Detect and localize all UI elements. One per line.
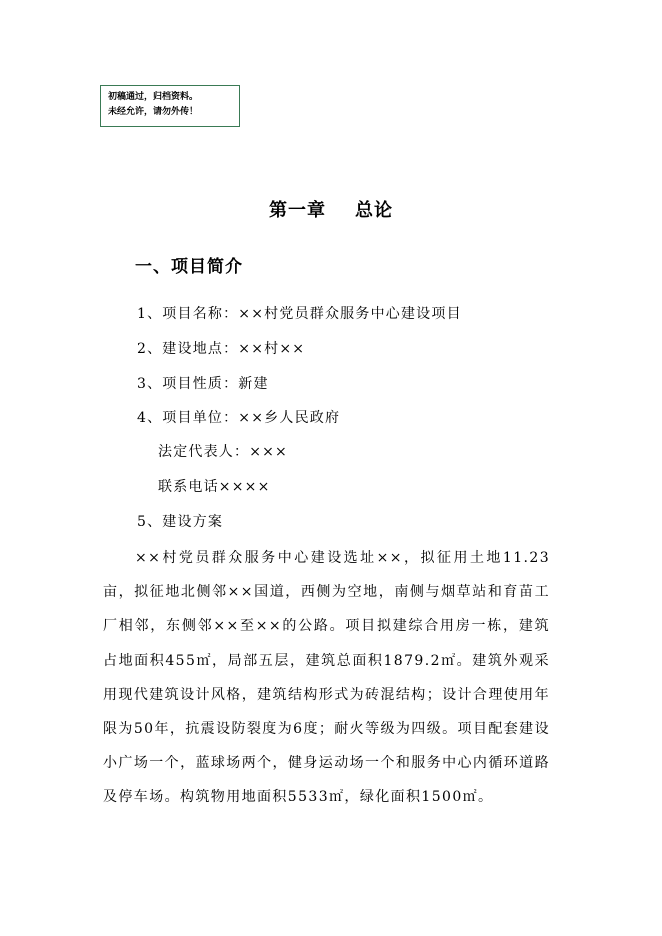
item-project-name: 1、项目名称：××村党员群众服务中心建设项目 xyxy=(137,306,462,322)
item-plan: 5、建设方案 xyxy=(137,514,224,530)
section-title: 一、项目简介 xyxy=(135,257,243,277)
item-location: 2、建设地点：××村×× xyxy=(137,341,306,357)
chapter-title: 第一章 总论 xyxy=(268,200,394,221)
stamp-line-1: 初稿通过，归档资料。 xyxy=(108,92,199,102)
item-nature: 3、项目性质：新建 xyxy=(137,376,269,392)
archive-stamp xyxy=(100,85,240,127)
stamp-line-2: 未经允许，请勿外传！ xyxy=(108,107,199,117)
construction-plan-paragraph: ××村党员群众服务中心建设选址××，拟征用土地11.23亩，拟征地北侧邻××国道，西侧为空地，南侧与烟草站和育苗工厂相邻，东侧邻××至××的公路。项目拟建综合用房一栋，建筑占地面积455㎡，局部五层，建筑总面积1879.2㎡。建筑外观采用现代建筑设计风格，建筑结构形式为砖混结构；设计合理使用年限为50年，抗震设防裂度为6度；耐火等级为四级。项目配套建设小广场一个，蓝球场两个，健身运动场一个和服务中心内循环道路及停车场。构筑物用地面积5533㎡，绿化面积1500㎡。 xyxy=(103,550,550,806)
legal-representative: 法定代表人：××× xyxy=(158,444,288,460)
contact-phone: 联系电话×××× xyxy=(158,479,271,495)
item-unit: 4、项目单位：××乡人民政府 xyxy=(137,410,341,426)
